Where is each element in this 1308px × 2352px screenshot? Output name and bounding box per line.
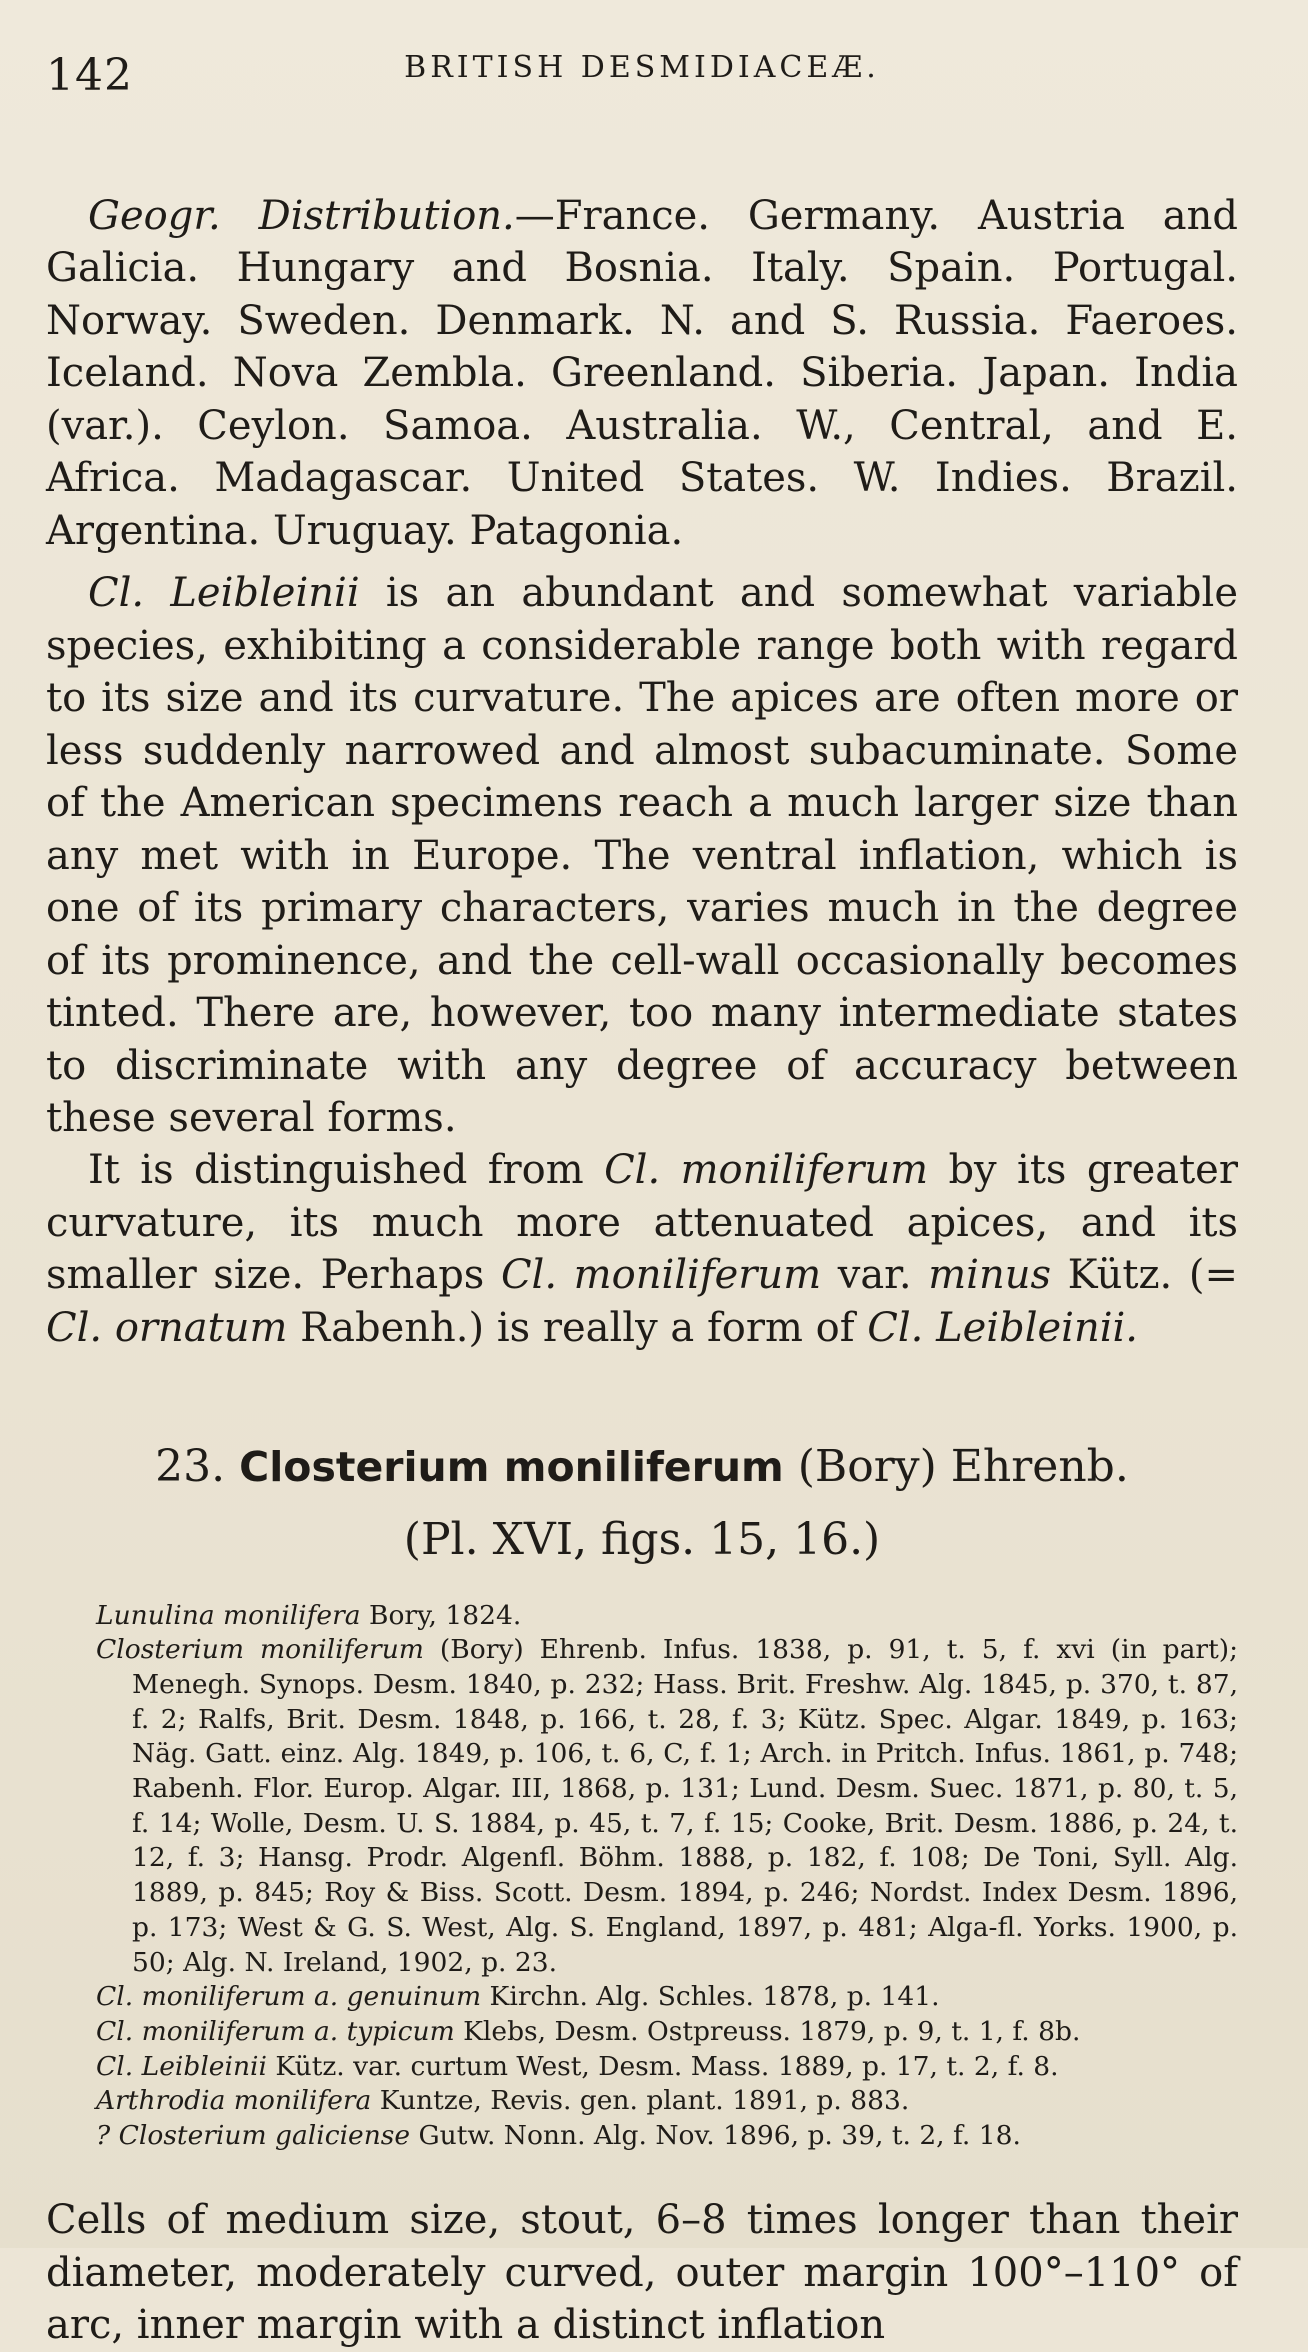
synonym-name: Arthrodia monilifera	[96, 2085, 372, 2117]
synonym-name: Lunulina monilifera	[96, 1599, 361, 1631]
comparison-text-5: Rabenh.) is really a form of	[287, 1304, 868, 1351]
running-head: BRITISH DESMIDIACEÆ.	[404, 50, 880, 85]
synonym-name: ? Closterium galiciense	[96, 2120, 411, 2152]
species-name: Closterium moniliferum	[239, 1443, 784, 1492]
species-number: 23.	[155, 1441, 226, 1493]
synonym-name: Cl. Leibleinii	[96, 2050, 267, 2082]
synonym-item	[96, 2119, 1238, 2154]
synonym-name: Closterium moniliferum	[96, 1634, 424, 1666]
page-header	[46, 50, 1238, 130]
distribution-text: —France. Germany. Austria and Galicia. Hungary and Bosnia. Italy. Spain. Portugal. Norway. Sweden. Denmark. N. and S. Russia. Faeroes. Iceland. Nova Zembla. Greenland. Siberia. Japan. India (var.). Ceylon. Samoa. Australia. W., Central, and E. Africa. Madagascar. United States. W. Indies. Brazil. Argentina. Uruguay. Patagonia.	[46, 193, 1238, 554]
comparison-italic-1: Cl. moniliferum	[604, 1147, 929, 1194]
synonym-ref: Kirchn. Alg. Schles. 1878, p. 141.	[481, 1981, 940, 2013]
remarks-text: is an abundant and somewhat variable species, exhibiting a considerable range both with regard to its size and its curvature. The apices are often more or less suddenly narrowed and almost subacuminate. Some of the American specimens reach a much larger size than any met with in Europe. The ventral inflation, which is one of its primary characters, varies much in the degree of its prominence, and the cell-wall occasionally becomes tinted. There are, however, too many intermediate states to discriminate with any degree of accuracy between these several forms.	[46, 570, 1239, 1141]
comparison-italic-4: Cl. ornatum	[46, 1304, 288, 1351]
description-paragraph: Cells of medium size, stout, 6–8 times longer than their diameter, moderately curved, outer margin 100°–110° of arc, inner margin with a distinct inflation	[46, 2196, 1238, 2349]
comparison-italic-2: Cl. moniliferum	[500, 1252, 822, 1299]
synonym-ref: Bory, 1824.	[360, 1599, 522, 1631]
comparison-text-3: var.	[821, 1252, 929, 1299]
synonym-ref: Kuntze, Revis. gen. plant. 1891, p. 883.	[371, 2085, 910, 2117]
synonym-item	[96, 1599, 1238, 1634]
comparison-text-1: It is distinguished from	[88, 1147, 605, 1194]
synonym-name: Cl. moniliferum a. typicum	[96, 2015, 455, 2047]
synonym-name: Cl. moniliferum a. genuinum	[96, 1981, 482, 2013]
synonym-item	[96, 2015, 1238, 2050]
species-name-italic: Cl. Leibleinii	[88, 570, 360, 617]
synonym-ref: Klebs, Desm. Ostpreuss. 1879, p. 9, t. 1, f. 8b.	[454, 2015, 1081, 2047]
comparison-italic-5: Cl. Leibleinii.	[867, 1304, 1139, 1351]
synonym-item	[96, 1633, 1238, 1980]
synonym-ref: Gutw. Nonn. Alg. Nov. 1896, p. 39, t. 2, f. 18.	[410, 2120, 1021, 2152]
species-heading	[46, 1438, 1238, 1495]
comparison-text-2: by its greater curvature, its much more attenuated apices, and its smaller size. Perhaps	[46, 1147, 1238, 1299]
distribution-paragraph	[46, 190, 1238, 557]
synonymy-list	[96, 1599, 1238, 2154]
synonym-ref: Kütz. var. curtum West, Desm. Mass. 1889, p. 17, t. 2, f. 8.	[266, 2050, 1059, 2082]
species-authority: (Bory) Ehrenb.	[797, 1441, 1129, 1493]
remarks-paragraph	[46, 567, 1238, 1144]
comparison-italic-3: minus	[928, 1252, 1052, 1299]
plate-reference: (Pl. XVI, figs. 15, 16.)	[403, 1513, 881, 1565]
synonym-ref: (Bory) Ehrenb. Infus. 1838, p. 91, t. 5, f. xvi (in part); Menegh. Synops. Desm. 1840, p. 232; Hass. Brit. Freshw. Alg. 1845, p. 370, t. 87, f. 2; Ralfs, Brit. Desm. 1848, p. 166, t. 28, f. 3; Kütz. Spec. Algar. 1849, p. 163; Näg. Gatt. einz. Alg. 1849, p. 106, t. 6, C, f. 1; Arch. in Pritch. Infus. 1861, p. 748; Rabenh. Flor. Europ. Algar. III, 1868, p. 131; Lund. Desm. Suec. 1871, p. 80, t. 5, f. 14; Wolle, Desm. U. S. 1884, p. 45, t. 7, f. 15; Cooke, Brit. Desm. 1886, p. 24, t. 12, f. 3; Hansg. Prodr. Algenfl. Böhm. 1888, p. 182, f. 108; De Toni, Syll. Alg. 1889, p. 845; Roy & Biss. Scott. Desm. 1894, p. 246; Nordst. Index Desm. 1896, p. 173; West & G. S. West, Alg. S. England, 1897, p. 481; Alga-fl. Yorks. 1900, p. 50; Alg. N. Ireland, 1902, p. 23.	[132, 1634, 1238, 1978]
comparison-text-4: Kütz. (=	[1051, 1252, 1238, 1299]
comparison-paragraph	[46, 1144, 1238, 1354]
page-number: 142	[46, 50, 133, 101]
synonym-item	[96, 2084, 1238, 2119]
synonym-item	[96, 2050, 1238, 2085]
synonym-item	[96, 1980, 1238, 2015]
distribution-label: Geogr. Distribution.	[88, 193, 515, 239]
